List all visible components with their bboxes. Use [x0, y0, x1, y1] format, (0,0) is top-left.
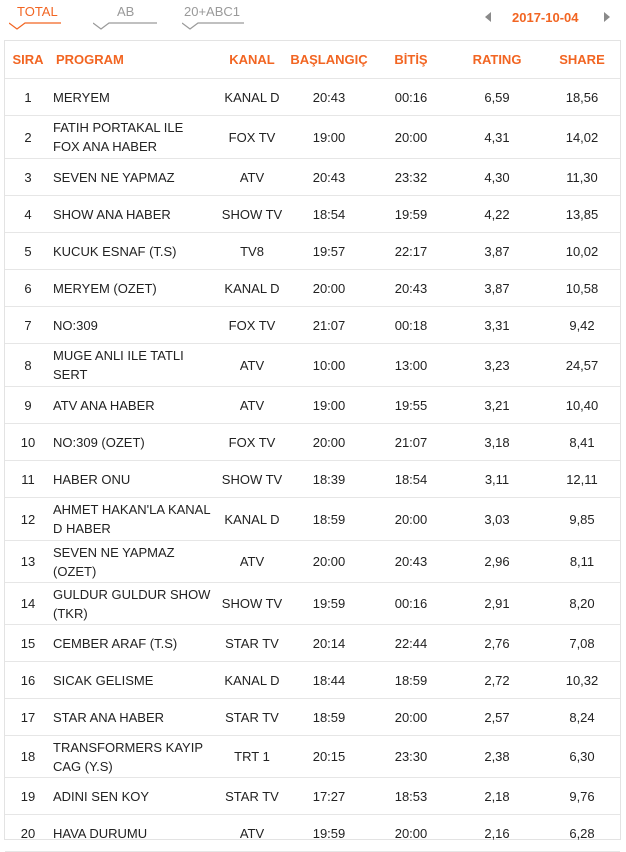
cell-share: 10,58 — [565, 280, 599, 296]
cell-program: NO:309 — [53, 317, 98, 333]
cell-kanal: STAR TV — [225, 788, 279, 804]
table-row — [5, 736, 620, 778]
cell-bitis: 18:53 — [394, 788, 428, 804]
date-navigator — [476, 10, 626, 30]
table-row — [5, 307, 620, 344]
cell-program: SEVEN NE YAPMAZ — [53, 169, 175, 185]
cell-rating: 3,03 — [484, 511, 510, 527]
cell-share: 8,20 — [569, 596, 595, 611]
cell-kanal: TV8 — [240, 243, 264, 259]
cell-share: 14,02 — [565, 129, 599, 145]
cell-baslangic: 20:14 — [312, 635, 346, 651]
cell-sira: 15 — [20, 635, 36, 651]
cell-kanal: SHOW TV — [221, 596, 283, 611]
tab-underline-icon — [9, 20, 89, 30]
cell-baslangic: 19:57 — [312, 243, 346, 259]
cell-program: TRANSFORMERS KAYIP CAG (Y.S) — [53, 739, 203, 774]
cell-program: GULDUR GULDUR SHOW (TKR) — [53, 586, 211, 621]
cell-rating: 4,22 — [484, 206, 510, 222]
cell-sira: 10 — [20, 434, 36, 450]
cell-sira: 17 — [20, 709, 36, 725]
cell-rating: 3,18 — [484, 434, 510, 450]
cell-share: 11,30 — [566, 169, 598, 185]
cell-share: 8,24 — [569, 709, 595, 725]
cell-rating: 2,57 — [484, 709, 510, 725]
cell-program: SICAK GELISME — [53, 672, 154, 688]
date-label[interactable]: 2017-10-04 — [512, 10, 579, 25]
cell-share: 6,28 — [569, 825, 595, 841]
cell-program: SEVEN NE YAPMAZ (OZET) — [53, 544, 175, 579]
cell-bitis: 19:59 — [394, 206, 428, 222]
cell-rating: 3,23 — [484, 357, 510, 373]
table-row — [5, 778, 620, 815]
cell-sira: 6 — [24, 280, 32, 296]
cell-sira: 9 — [24, 397, 32, 413]
tab-total-label: TOTAL — [17, 4, 58, 19]
cell-program: KUCUK ESNAF (T.S) — [53, 243, 177, 259]
cell-baslangic: 20:15 — [312, 749, 346, 764]
tab-ab-label: AB — [117, 4, 135, 19]
cell-rating: 3,11 — [484, 471, 510, 487]
cell-sira: 3 — [24, 169, 32, 185]
cell-sira: 4 — [24, 206, 32, 222]
table-row — [5, 196, 620, 233]
cell-share: 6,30 — [569, 749, 595, 764]
cell-kanal: FOX TV — [228, 434, 276, 450]
tab-ab[interactable] — [117, 4, 134, 19]
cell-sira: 7 — [24, 317, 32, 333]
cell-bitis: 20:43 — [394, 280, 428, 296]
tab-20-abc1-label: 20+ABC1 — [184, 4, 241, 19]
cell-baslangic: 20:00 — [312, 434, 346, 450]
cell-program: MUGE ANLI ILE TATLI SERT — [53, 348, 184, 382]
cell-bitis: 19:55 — [394, 397, 428, 413]
cell-baslangic: 20:00 — [312, 280, 346, 296]
cell-baslangic: 18:54 — [312, 206, 346, 222]
cell-baslangic: 19:00 — [312, 129, 346, 145]
cell-rating: 3,87 — [484, 280, 510, 296]
cell-kanal: KANAL D — [224, 511, 280, 527]
cell-bitis: 21:07 — [394, 434, 428, 450]
cell-bitis: 23:30 — [394, 749, 428, 764]
cell-share: 9,42 — [569, 317, 595, 333]
cell-sira: 5 — [24, 243, 32, 259]
cell-bitis: 23:32 — [394, 169, 428, 185]
cell-baslangic: 20:00 — [312, 554, 346, 569]
header-baslangic[interactable]: BAŞLANGIÇ — [290, 52, 368, 67]
cell-sira: 1 — [24, 89, 32, 105]
table-row — [5, 541, 620, 583]
table-row — [5, 387, 620, 424]
cell-kanal: TRT 1 — [234, 749, 270, 764]
cell-bitis: 20:00 — [394, 825, 428, 841]
cell-kanal: KANAL D — [224, 89, 280, 105]
cell-program: ADINI SEN KOY — [53, 788, 150, 804]
cell-share: 12,11 — [566, 471, 598, 487]
caret-right-icon[interactable] — [604, 12, 610, 22]
cell-kanal: STAR TV — [225, 635, 279, 651]
cell-kanal: ATV — [239, 825, 265, 841]
cell-program: HABER ONU — [53, 471, 131, 487]
table-row — [5, 344, 620, 387]
cell-share: 24,57 — [565, 357, 599, 373]
cell-bitis: 22:17 — [394, 243, 428, 259]
header-kanal[interactable]: KANAL — [229, 52, 275, 67]
cell-share: 10,32 — [565, 672, 599, 688]
cell-bitis: 20:00 — [394, 511, 428, 527]
cell-program: STAR ANA HABER — [53, 709, 165, 725]
header-share[interactable]: SHARE — [559, 52, 605, 67]
cell-rating: 2,38 — [484, 749, 510, 764]
cell-rating: 2,72 — [484, 672, 510, 688]
cell-bitis: 00:16 — [394, 89, 428, 105]
tab-underline-icon — [93, 20, 173, 30]
cell-sira: 2 — [24, 129, 32, 145]
cell-bitis: 13:00 — [394, 357, 428, 373]
cell-bitis: 20:00 — [394, 129, 428, 145]
table-header-row — [5, 41, 620, 79]
cell-sira: 14 — [20, 596, 36, 611]
cell-baslangic: 18:44 — [312, 672, 346, 688]
cell-rating: 3,87 — [484, 243, 510, 259]
cell-rating: 2,91 — [484, 596, 510, 611]
table-row — [5, 815, 620, 852]
table-row — [5, 270, 620, 307]
tab-20-abc1[interactable] — [184, 4, 240, 19]
cell-share: 9,85 — [569, 511, 595, 527]
cell-share: 10,02 — [565, 243, 599, 259]
cell-kanal: FOX TV — [228, 317, 276, 333]
cell-bitis: 00:18 — [394, 317, 428, 333]
table-row — [5, 699, 620, 736]
cell-baslangic: 17:27 — [312, 788, 346, 804]
cell-kanal: FOX TV — [228, 129, 276, 145]
cell-kanal: STAR TV — [225, 709, 279, 725]
table-row — [5, 233, 620, 270]
header-sira[interactable]: SIRA — [12, 52, 44, 67]
cell-share: 18,56 — [565, 89, 599, 105]
cell-kanal: KANAL D — [224, 672, 280, 688]
cell-sira: 13 — [20, 554, 36, 569]
cell-sira: 20 — [20, 825, 36, 841]
cell-bitis: 18:59 — [394, 672, 428, 688]
cell-bitis: 18:54 — [394, 471, 428, 487]
table-row — [5, 461, 620, 498]
cell-program: ATV ANA HABER — [53, 397, 155, 413]
cell-program: FATIH PORTAKAL ILE FOX ANA HABER — [53, 120, 184, 154]
cell-rating: 2,16 — [484, 825, 510, 841]
cell-sira: 8 — [24, 357, 32, 373]
cell-baslangic: 19:59 — [312, 825, 346, 841]
cell-baslangic: 19:59 — [312, 596, 346, 611]
cell-kanal: SHOW TV — [221, 206, 283, 222]
cell-rating: 4,31 — [484, 129, 510, 145]
cell-sira: 16 — [20, 672, 36, 688]
cell-kanal: SHOW TV — [221, 471, 283, 487]
cell-rating: 3,31 — [484, 317, 510, 333]
cell-kanal: ATV — [239, 554, 265, 569]
cell-kanal: ATV — [239, 357, 265, 373]
ratings-table — [4, 40, 621, 840]
cell-bitis: 20:43 — [394, 554, 428, 569]
table-row — [5, 424, 620, 461]
header-bitis[interactable]: BİTİŞ — [394, 52, 428, 67]
cell-sira: 18 — [20, 749, 36, 764]
cell-share: 7,08 — [569, 635, 595, 651]
cell-baslangic: 19:00 — [312, 397, 346, 413]
cell-kanal: ATV — [239, 169, 265, 185]
table-row — [5, 498, 620, 541]
cell-bitis: 20:00 — [394, 709, 428, 725]
cell-program: CEMBER ARAF (T.S) — [53, 635, 178, 651]
top-bar — [0, 0, 626, 38]
cell-sira: 12 — [20, 511, 36, 527]
cell-share: 13,85 — [565, 206, 599, 222]
tab-underline-icon — [182, 20, 262, 30]
cell-sira: 11 — [21, 471, 35, 487]
cell-share: 9,76 — [569, 788, 595, 804]
cell-rating: 4,30 — [484, 169, 510, 185]
cell-rating: 2,18 — [484, 788, 510, 804]
header-program[interactable]: PROGRAM — [56, 52, 124, 67]
cell-rating: 2,96 — [484, 554, 510, 569]
cell-program: MERYEM (OZET) — [53, 280, 157, 296]
table-row — [5, 159, 620, 196]
cell-sira: 19 — [20, 788, 36, 804]
cell-kanal: ATV — [239, 397, 265, 413]
cell-rating: 6,59 — [484, 89, 510, 105]
cell-kanal: KANAL D — [224, 280, 280, 296]
cell-share: 10,40 — [565, 397, 599, 413]
cell-bitis: 22:44 — [394, 635, 428, 651]
cell-share: 8,41 — [569, 434, 595, 450]
cell-baslangic: 20:43 — [312, 169, 346, 185]
cell-baslangic: 18:59 — [312, 511, 346, 527]
cell-program: SHOW ANA HABER — [53, 206, 171, 222]
table-row — [5, 662, 620, 699]
cell-program: NO:309 (OZET) — [53, 434, 145, 450]
table-row — [5, 583, 620, 625]
cell-program: AHMET HAKAN'LA KANAL D HABER — [53, 502, 211, 536]
cell-baslangic: 18:39 — [312, 471, 346, 487]
cell-program: MERYEM — [53, 89, 110, 105]
header-rating[interactable]: RATING — [472, 52, 522, 67]
cell-rating: 3,21 — [484, 397, 510, 413]
table-row — [5, 116, 620, 159]
cell-baslangic: 10:00 — [312, 357, 346, 373]
cell-bitis: 00:16 — [394, 596, 428, 611]
cell-rating: 2,76 — [484, 635, 510, 651]
table-row — [5, 625, 620, 662]
cell-share: 8,11 — [569, 554, 595, 569]
cell-program: HAVA DURUMU — [53, 825, 148, 841]
cell-baslangic: 20:43 — [312, 89, 346, 105]
tab-total[interactable] — [17, 4, 58, 19]
table-row — [5, 79, 620, 116]
cell-baslangic: 18:59 — [312, 709, 346, 725]
cell-baslangic: 21:07 — [312, 317, 346, 333]
caret-left-icon[interactable] — [485, 12, 491, 22]
